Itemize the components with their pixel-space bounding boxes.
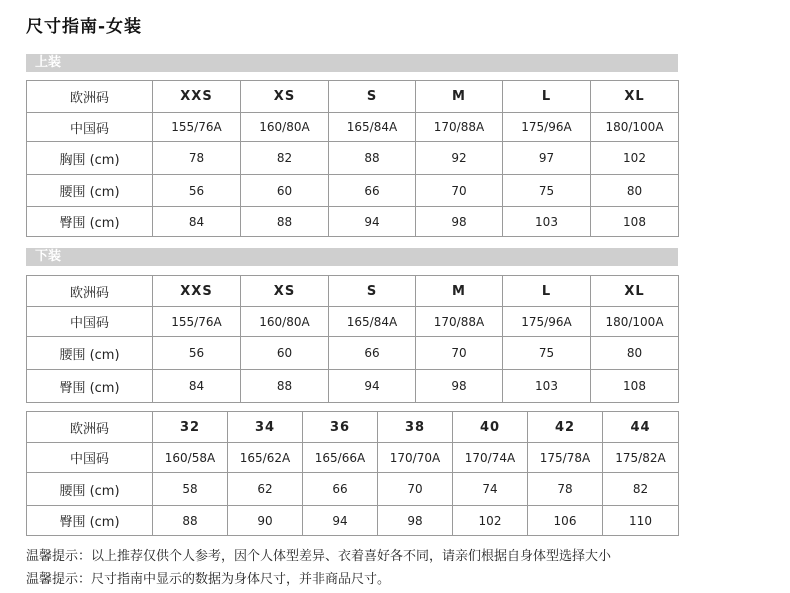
table-cell: 70: [378, 473, 453, 506]
size-column-header: M: [416, 81, 503, 113]
table-cell: 98: [416, 370, 503, 403]
size-column-header: 42: [528, 412, 603, 443]
table-cell: 175/82A: [603, 443, 679, 473]
table-cell: 170/88A: [416, 307, 503, 337]
table-cell: 102: [591, 142, 679, 175]
table-cell: 175/78A: [528, 443, 603, 473]
table-cell: 106: [528, 506, 603, 536]
size-column-header: M: [416, 276, 503, 307]
table-row: [27, 370, 679, 403]
size-column-header: L: [503, 81, 591, 113]
row-label: 欧洲码: [27, 276, 153, 307]
table-cell: 56: [153, 175, 241, 207]
table-cell: 82: [241, 142, 329, 175]
table-cell: 58: [153, 473, 228, 506]
table-cell: 78: [153, 142, 241, 175]
size-column-header: XS: [241, 81, 329, 113]
table-cell: 175/96A: [503, 113, 591, 142]
tip-note-1: 温馨提示：以上推荐仅供个人参考，因个人体型差异、衣着喜好各不同，请亲们根据自身体型选择大小: [26, 549, 612, 564]
row-label: 中国码: [27, 443, 153, 473]
size-column-header: XXS: [153, 81, 241, 113]
table-row: [27, 506, 679, 536]
tip-note-2: 温馨提示：尺寸指南中显示的数据为身体尺寸，并非商品尺寸。: [26, 572, 391, 587]
table-cell: 70: [416, 175, 503, 207]
table-cell: 165/84A: [329, 307, 416, 337]
size-header-row: [27, 81, 679, 113]
page-title: 尺寸指南-女装: [26, 17, 143, 37]
table-cell: 94: [303, 506, 378, 536]
size-column-header: XS: [241, 276, 329, 307]
table-cell: 180/100A: [591, 113, 679, 142]
table-cell: 92: [416, 142, 503, 175]
bottoms-numeric-size-table: [26, 411, 679, 536]
table-cell: 175/96A: [503, 307, 591, 337]
table-cell: 160/58A: [153, 443, 228, 473]
size-column-header: 34: [228, 412, 303, 443]
table-cell: 108: [591, 207, 679, 237]
table-row: [27, 175, 679, 207]
table-cell: 98: [378, 506, 453, 536]
table-cell: 84: [153, 207, 241, 237]
size-column-header: XXS: [153, 276, 241, 307]
bottoms-section-header: 下装: [26, 248, 678, 266]
table-cell: 70: [416, 337, 503, 370]
table-cell: 110: [603, 506, 679, 536]
row-label: 腰围 (cm): [27, 175, 153, 207]
table-cell: 165/62A: [228, 443, 303, 473]
bottoms-size-table: [26, 275, 679, 403]
table-row: [27, 307, 679, 337]
table-cell: 103: [503, 370, 591, 403]
table-cell: 170/74A: [453, 443, 528, 473]
table-cell: 75: [503, 175, 591, 207]
table-cell: 66: [303, 473, 378, 506]
table-cell: 78: [528, 473, 603, 506]
size-header-row: [27, 412, 679, 443]
table-cell: 97: [503, 142, 591, 175]
table-cell: 155/76A: [153, 113, 241, 142]
table-cell: 102: [453, 506, 528, 536]
table-cell: 88: [241, 207, 329, 237]
table-cell: 165/66A: [303, 443, 378, 473]
size-column-header: 38: [378, 412, 453, 443]
table-row: [27, 473, 679, 506]
table-cell: 60: [241, 175, 329, 207]
table-cell: 56: [153, 337, 241, 370]
row-label: 臀围 (cm): [27, 207, 153, 237]
table-row: [27, 113, 679, 142]
row-label: 中国码: [27, 307, 153, 337]
size-column-header: L: [503, 276, 591, 307]
table-row: [27, 443, 679, 473]
table-cell: 62: [228, 473, 303, 506]
table-cell: 66: [329, 337, 416, 370]
row-label: 臀围 (cm): [27, 506, 153, 536]
row-label: 腰围 (cm): [27, 473, 153, 506]
table-cell: 80: [591, 337, 679, 370]
table-cell: 155/76A: [153, 307, 241, 337]
table-cell: 160/80A: [241, 307, 329, 337]
size-header-row: [27, 276, 679, 307]
table-cell: 170/88A: [416, 113, 503, 142]
table-cell: 66: [329, 175, 416, 207]
size-column-header: 40: [453, 412, 528, 443]
table-cell: 94: [329, 207, 416, 237]
table-row: [27, 142, 679, 175]
table-row: [27, 207, 679, 237]
table-cell: 180/100A: [591, 307, 679, 337]
size-column-header: 36: [303, 412, 378, 443]
table-cell: 84: [153, 370, 241, 403]
table-cell: 94: [329, 370, 416, 403]
table-cell: 80: [591, 175, 679, 207]
tops-section-header: 上装: [26, 54, 678, 72]
size-column-header: XL: [591, 81, 679, 113]
table-cell: 103: [503, 207, 591, 237]
table-cell: 60: [241, 337, 329, 370]
table-cell: 170/70A: [378, 443, 453, 473]
table-cell: 88: [241, 370, 329, 403]
table-cell: 82: [603, 473, 679, 506]
table-cell: 160/80A: [241, 113, 329, 142]
table-row: [27, 337, 679, 370]
row-label: 欧洲码: [27, 81, 153, 113]
row-label: 臀围 (cm): [27, 370, 153, 403]
table-cell: 75: [503, 337, 591, 370]
tops-size-table: [26, 80, 679, 237]
size-column-header: 32: [153, 412, 228, 443]
table-cell: 90: [228, 506, 303, 536]
table-cell: 165/84A: [329, 113, 416, 142]
row-label: 欧洲码: [27, 412, 153, 443]
table-cell: 98: [416, 207, 503, 237]
row-label: 腰围 (cm): [27, 337, 153, 370]
row-label: 胸围 (cm): [27, 142, 153, 175]
table-cell: 88: [153, 506, 228, 536]
size-column-header: S: [329, 276, 416, 307]
size-column-header: XL: [591, 276, 679, 307]
table-cell: 74: [453, 473, 528, 506]
table-cell: 88: [329, 142, 416, 175]
size-column-header: 44: [603, 412, 679, 443]
table-cell: 108: [591, 370, 679, 403]
row-label: 中国码: [27, 113, 153, 142]
size-column-header: S: [329, 81, 416, 113]
